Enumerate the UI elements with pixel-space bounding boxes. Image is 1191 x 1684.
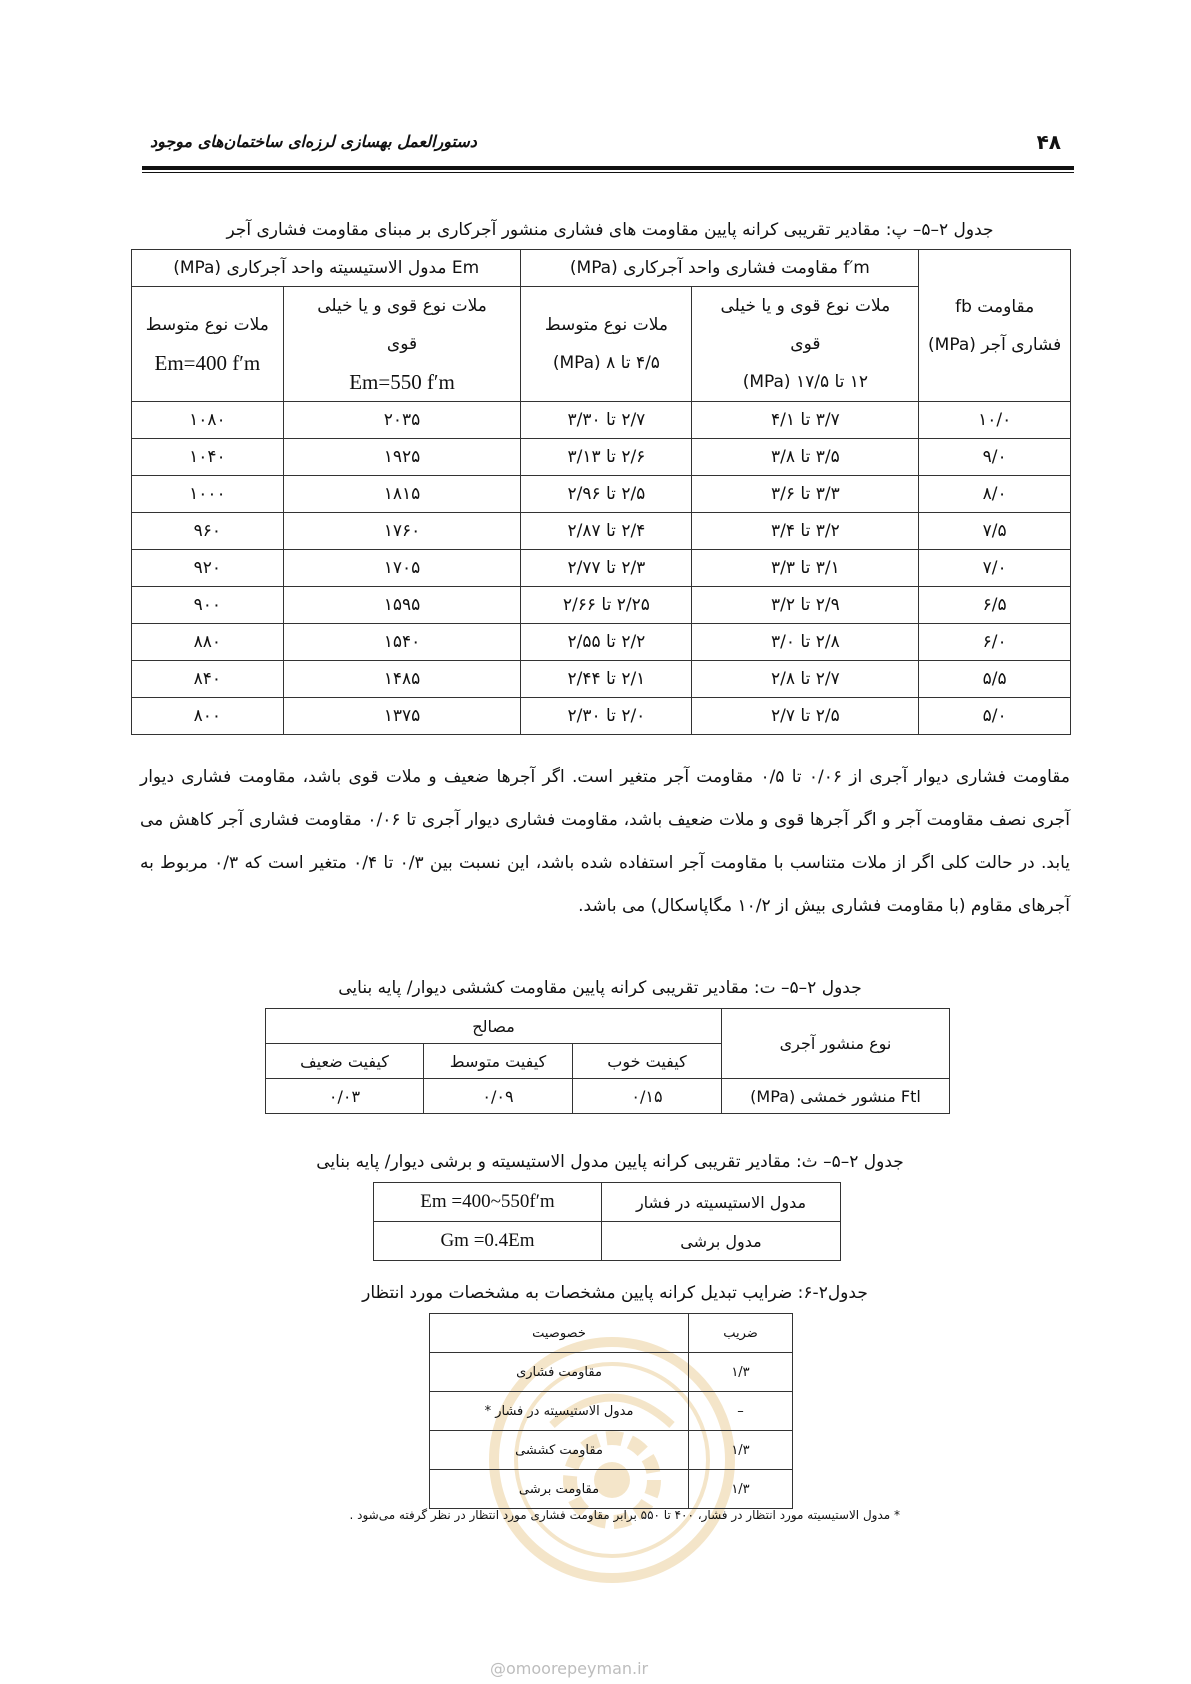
cell-em-strong: ۱۳۷۵ <box>283 698 521 735</box>
cell-fm-medium: ۲/۴ تا ۲/۸۷ <box>521 513 692 550</box>
table-row <box>132 624 1071 661</box>
sub-fm-strong-line1: ملات نوع قوی و یا خیلی <box>720 296 891 316</box>
table-row <box>132 698 1071 735</box>
group-fm-header: f′m مقاومت فشاری واحد آجرکاری (MPa) <box>521 250 919 287</box>
cell-fm-strong: ۲/۵ تا ۲/۷ <box>692 698 919 735</box>
cell-fm-strong: ۳/۲ تا ۳/۴ <box>692 513 919 550</box>
th-row-label: مدول الاستیسیته در فشار <box>602 1183 841 1222</box>
table-6 <box>429 1313 793 1509</box>
table-row <box>132 476 1071 513</box>
cell-fb: ۹/۰ <box>919 439 1071 476</box>
sub-em-medium-line1: ملات نوع متوسط <box>145 315 269 335</box>
sub-fm-medium <box>521 287 692 402</box>
weak-header: کیفیت ضعیف <box>266 1044 424 1079</box>
table-p <box>131 249 1071 735</box>
cell-fm-medium: ۲/۱ تا ۲/۴۴ <box>521 661 692 698</box>
th-row-value: Em =400~550f′m <box>374 1183 602 1222</box>
row-good: ۰/۱۵ <box>573 1079 722 1114</box>
table-row <box>430 1431 793 1470</box>
cell-fm-strong: ۳/۵ تا ۳/۸ <box>692 439 919 476</box>
sub-fm-strong <box>692 287 919 402</box>
cell-em-strong: ۱۵۹۵ <box>283 587 521 624</box>
cell-fb: ۵/۰ <box>919 698 1071 735</box>
row-weak: ۰/۰۳ <box>266 1079 424 1114</box>
cell-prop: مدول الاستیسیته در فشار * <box>430 1392 689 1431</box>
group-em-header: Em مدول الاستیسیته واحد آجرکاری (MPa) <box>132 250 521 287</box>
col-fb-line1: مقاومت fb <box>955 296 1035 317</box>
table-t-caption: جدول ۲–۵– ت: مقادیر تقریبی کرانه پایین مقاومت کششی دیوار/ پایه بنایی <box>338 978 862 998</box>
table-row <box>132 661 1071 698</box>
col-type-header: نوع منشور آجری <box>722 1009 950 1079</box>
table-p-caption: جدول ۲–۵– پ: مقادیر تقریبی کرانه پایین مقاومت های فشاری منشور آجرکاری بر مبنای مقاومت فشاری آجر <box>226 220 994 240</box>
cell-fm-strong: ۲/۷ تا ۲/۸ <box>692 661 919 698</box>
cell-coef: ۱/۳ <box>689 1431 793 1470</box>
cell-em-strong: ۱۷۰۵ <box>283 550 521 587</box>
cell-fm-medium: ۲/۲ تا ۲/۵۵ <box>521 624 692 661</box>
cell-fm-medium: ۲/۲۵ تا ۲/۶۶ <box>521 587 692 624</box>
cell-em-strong: ۱۵۴۰ <box>283 624 521 661</box>
cell-em-medium: ۸۰۰ <box>132 698 284 735</box>
cell-fb: ۵/۵ <box>919 661 1071 698</box>
cell-fm-strong: ۳/۷ تا ۴/۱ <box>692 402 919 439</box>
cell-prop: مقاومت فشاری <box>430 1353 689 1392</box>
cell-fm-medium: ۲/۵ تا ۲/۹۶ <box>521 476 692 513</box>
footnote: * مدول الاستیسیته مورد انتظار در فشار، ۴۰۰ تا ۵۵۰ برابر مقاومت فشاری مورد انتظار در نظر گرفته می‌شود . <box>349 1508 900 1522</box>
sub-fm-strong-line2: قوی <box>790 334 821 354</box>
cell-prop: مقاومت کششی <box>430 1431 689 1470</box>
coef-header: ضریب <box>689 1314 793 1353</box>
cell-em-medium: ۸۸۰ <box>132 624 284 661</box>
medium-header: کیفیت متوسط <box>424 1044 573 1079</box>
cell-fb: ۶/۰ <box>919 624 1071 661</box>
table-row <box>430 1353 793 1392</box>
cell-fb: ۶/۵ <box>919 587 1071 624</box>
watermark-site: @omoorepeyman.ir <box>490 1659 649 1678</box>
table-row <box>132 550 1071 587</box>
cell-fm-medium: ۲/۳ تا ۲/۷۷ <box>521 550 692 587</box>
cell-em-strong: ۲۰۳۵ <box>283 402 521 439</box>
table-row <box>430 1470 793 1509</box>
sub-em-strong-line2: قوی <box>386 334 418 354</box>
sub-fm-medium-line2: ۴/۵ تا ۸ (MPa) <box>552 353 660 373</box>
cell-fm-medium: ۲/۶ تا ۳/۱۳ <box>521 439 692 476</box>
th-row-label: مدول برشی <box>602 1222 841 1261</box>
cell-fb: ۷/۵ <box>919 513 1071 550</box>
body-paragraph: مقاومت فشاری دیوار آجری از ۰/۰۶ تا ۰/۵ مقاومت آجر متغیر است. اگر آجرها ضعیف و ملات قوی باشد، مقاومت فشاری دیوار آجری نصف مقاومت آجر و اگر آجرها قوی و ملات ضعیف باشد، مقاومت فشاری دیوار آجری تا ۰/۰۶ مقاومت فشاری آجر کاهش می یابد. در حالت کلی اگر از ملات متناسب با مقاومت آجر استفاده شده باشد، این نسبت بین ۰/۳ تا ۰/۴ متغیر است که ۰/۳ مربوط به آجرهای مقاوم (با مقاومت فشاری بیش از ۱۰/۲ مگاپاسکال) می باشد. <box>140 767 1071 916</box>
sub-fm-strong-line3: ۱۲ تا ۱۷/۵ (MPa) <box>742 372 869 392</box>
cell-fb: ۷/۰ <box>919 550 1071 587</box>
col-fb-header <box>919 250 1071 402</box>
col-fb-line2: فشاری آجر (MPa) <box>928 334 1062 355</box>
cell-prop: مقاومت برشی <box>430 1470 689 1509</box>
table-row <box>132 402 1071 439</box>
cell-coef: – <box>689 1392 793 1431</box>
page-number: ۴۸ <box>1036 130 1061 154</box>
cell-fm-medium: ۲/۷ تا ۳/۳۰ <box>521 402 692 439</box>
cell-em-strong: ۱۴۸۵ <box>283 661 521 698</box>
group-material-header: مصالح <box>266 1009 722 1044</box>
row-label: Ftl منشور خمشی (MPa) <box>722 1079 950 1114</box>
table-6-caption: جدول۲-۶: ضرایب تبدیل کرانه پایین مشخصات به مشخصات مورد انتظار <box>362 1283 868 1303</box>
cell-fm-medium: ۲/۰ تا ۲/۳۰ <box>521 698 692 735</box>
table-th <box>373 1182 841 1261</box>
table-row <box>132 439 1071 476</box>
good-header: کیفیت خوب <box>573 1044 722 1079</box>
cell-em-medium: ۱۰۸۰ <box>132 402 284 439</box>
table-row <box>430 1392 793 1431</box>
sub-fm-medium-line1: ملات نوع متوسط <box>544 315 668 335</box>
table-t <box>265 1008 950 1114</box>
header-rule <box>142 166 1074 170</box>
sub-em-medium-line2: Em=400 f′m <box>154 351 261 375</box>
row-medium: ۰/۰۹ <box>424 1079 573 1114</box>
sub-em-strong-line1: ملات نوع قوی و یا خیلی <box>317 296 487 316</box>
cell-fm-strong: ۲/۹ تا ۳/۲ <box>692 587 919 624</box>
cell-em-medium: ۹۰۰ <box>132 587 284 624</box>
cell-fb: ۸/۰ <box>919 476 1071 513</box>
cell-em-strong: ۱۸۱۵ <box>283 476 521 513</box>
cell-em-medium: ۸۴۰ <box>132 661 284 698</box>
prop-header: خصوصیت <box>430 1314 689 1353</box>
cell-em-medium: ۱۰۴۰ <box>132 439 284 476</box>
cell-em-medium: ۱۰۰۰ <box>132 476 284 513</box>
table-row <box>132 587 1071 624</box>
cell-fm-strong: ۳/۱ تا ۳/۳ <box>692 550 919 587</box>
sub-em-strong <box>283 287 521 402</box>
table-row <box>132 513 1071 550</box>
table-th-caption: جدول ۲–۵– ث: مقادیر تقریبی کرانه پایین مدول الاستیسیته و برشی دیوار/ پایه بنایی <box>316 1152 904 1172</box>
cell-fm-strong: ۲/۸ تا ۳/۰ <box>692 624 919 661</box>
sub-em-strong-line3: Em=550 f′m <box>349 370 455 394</box>
running-title: دستورالعمل بهسازی لرزه‌ای ساختمان‌های موجود <box>150 132 477 151</box>
cell-em-strong: ۱۹۲۵ <box>283 439 521 476</box>
sub-em-medium <box>132 287 284 402</box>
cell-em-strong: ۱۷۶۰ <box>283 513 521 550</box>
cell-em-medium: ۹۶۰ <box>132 513 284 550</box>
cell-fm-strong: ۳/۳ تا ۳/۶ <box>692 476 919 513</box>
cell-em-medium: ۹۲۰ <box>132 550 284 587</box>
cell-coef: ۱/۳ <box>689 1470 793 1509</box>
cell-coef: ۱/۳ <box>689 1353 793 1392</box>
cell-fb: ۱۰/۰ <box>919 402 1071 439</box>
th-row-value: Gm =0.4Em <box>374 1222 602 1261</box>
header-rule-thin <box>142 172 1074 173</box>
